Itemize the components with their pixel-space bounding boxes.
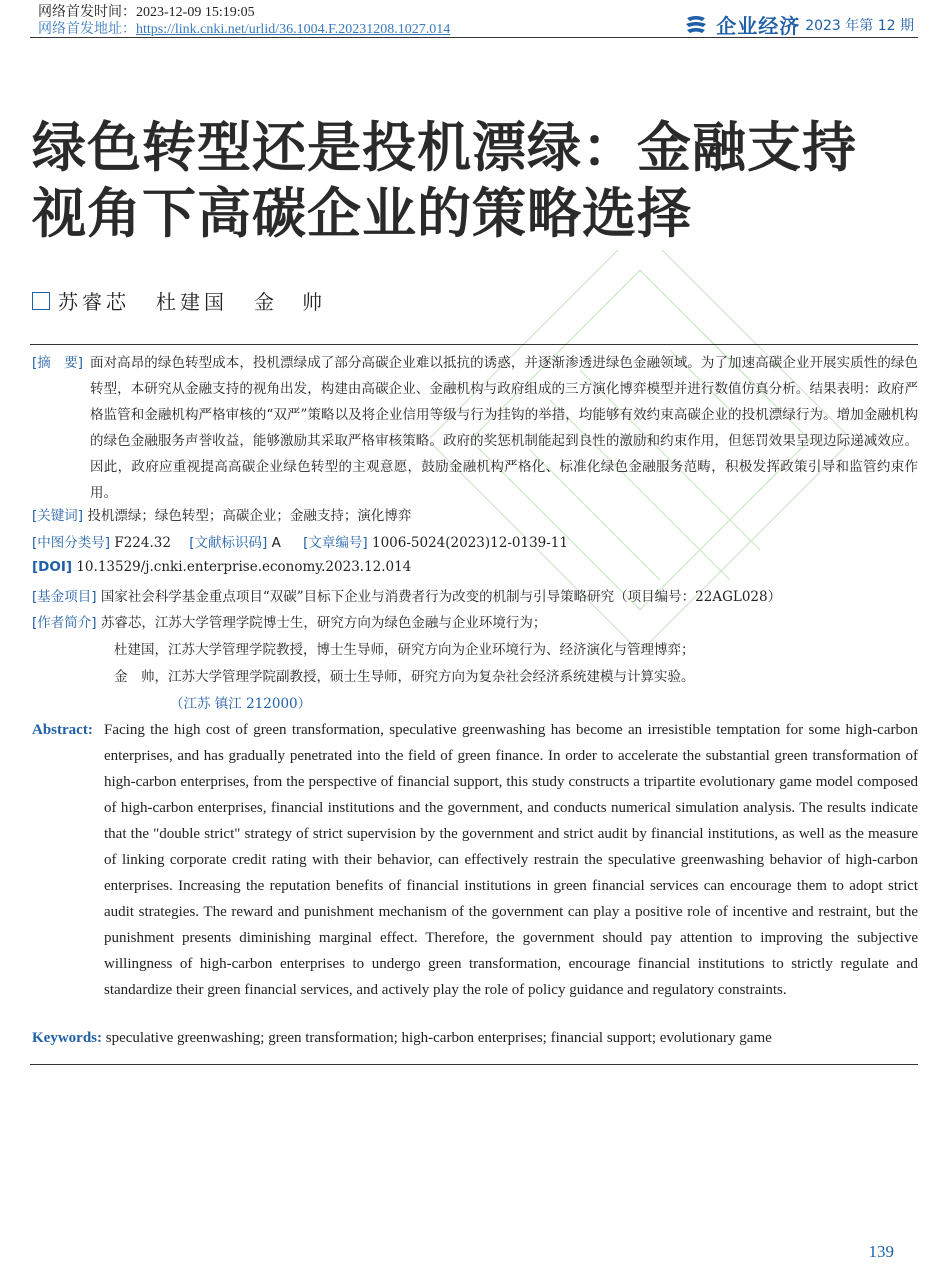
publish-url[interactable]	[38, 21, 450, 38]
doi-label: [DOI]	[32, 559, 73, 575]
doc-code-label: [文献标识码]	[189, 535, 268, 551]
journal-logo-icon	[684, 14, 708, 36]
journal-name: 企业经济	[716, 14, 801, 38]
author-intro-line: 苏睿芯，江苏大学管理学院博士生，研究方向为绿色金融与企业环境行为；	[100, 615, 547, 631]
publish-url-label: 网络首发地址：	[38, 22, 136, 37]
author-list	[32, 286, 352, 315]
doi-row	[32, 559, 411, 575]
square-bullet-icon	[32, 292, 50, 310]
article-title	[32, 115, 857, 247]
keywords-zh-text: 投机漂绿；绿色转型；高碳企业；金融支持；演化博弈	[87, 508, 412, 524]
article-number-value: 1006-5024(2023)12-0139-11	[371, 535, 568, 551]
clc-label: [中图分类号]	[32, 535, 111, 551]
author-name: 金 帅	[254, 290, 326, 314]
journal-issue: 2023 年第 12 期	[805, 17, 914, 34]
doc-code-value: A	[271, 535, 281, 551]
publish-time: 网络首发时间：2023-12-09 15:19:05	[38, 5, 255, 20]
author-address: （江苏 镇江 212000）	[170, 696, 312, 712]
author-name: 苏睿芯	[58, 290, 130, 314]
abstract-en	[32, 717, 918, 1003]
doi-value: 10.13529/j.cnki.enterprise.economy.2023.12.014	[76, 559, 412, 575]
author-intro-row	[32, 611, 546, 631]
title-line: 视角下高碳企业的策略选择	[32, 182, 692, 245]
keywords-en-text: speculative greenwashing; green transformation; high-carbon enterprises; financial support; evolutionary game	[105, 1030, 772, 1046]
author-name: 杜建国	[156, 290, 228, 314]
article-number-label: [文章编号]	[303, 535, 368, 551]
fund-row	[32, 585, 781, 605]
keywords-zh-label: [关键词]	[32, 508, 84, 524]
abstract-en-label: Abstract:	[32, 722, 93, 738]
journal-header	[684, 10, 914, 39]
fund-label: [基金项目]	[32, 589, 97, 605]
abstract-zh-label: [摘 要]	[32, 355, 84, 371]
author-intro-line: 杜建国，江苏大学管理学院教授，博士生导师，研究方向为企业环境行为、经济演化与管理博弈；	[114, 642, 695, 658]
header-rule	[30, 37, 918, 38]
abstract-zh	[32, 350, 918, 506]
classification-row	[32, 531, 568, 551]
author-intro-label: [作者简介]	[32, 615, 97, 631]
keywords-zh	[32, 504, 411, 524]
publish-url-link[interactable]: https://link.cnki.net/urlid/36.1004.F.20231208.1027.014	[136, 22, 451, 37]
author-intro-line: 金 帅，江苏大学管理学院副教授，硕士生导师，研究方向为复杂社会经济系统建模与计算实验。	[114, 669, 695, 685]
abstract-en-text: Facing the high cost of green transformation, speculative greenwashing has become an irresistible temptation for some high-carbon enterprises, and has gradually penetrated into the field of green finance. In order to accelerate the substantial green transformation of high-carbon enterprises, from the perspective of financial support, this study constructs a tripartite evolutionary game model composed of high-carbon enterprises, financial institutions and the government, and conducts numerical simulation analysis. The results indicate that the "double strict" strategy of strict supervision by the government and strict audit by financial institutions, as well as the measure of linking corporate credit rating with their behavior, can effectively restrain the speculative greenwashing behavior of high-carbon enterprises. Increasing the reputation benefits of financial institutions in green financial services can encourage them to adopt strict audit strategies. The reward and punishment mechanism of the government can play a positive role of incentive and restraint, but the punishment presents diminishing marginal effect. Therefore, the government should pay attention to improving the subjective willingness of high-carbon enterprises to undergo green transformation, encourage financial institutions to strictly regulate and standardize their green financial services, and actively play the role of policy guidance and regulatory constraints.	[104, 722, 918, 998]
title-line: 绿色转型还是投机漂绿：金融支持	[32, 116, 857, 179]
section-rule	[30, 1064, 918, 1065]
section-rule	[30, 344, 918, 345]
fund-text: 国家社会科学基金重点项目“双碳”目标下企业与消费者行为改变的机制与引导策略研究（项目编号：22AGL028）	[100, 589, 782, 605]
keywords-en	[32, 1030, 918, 1047]
abstract-zh-text: 面对高昂的绿色转型成本，投机漂绿成了部分高碳企业难以抵抗的诱惑，并逐渐渗透进绿色金融领域。为了加速高碳企业开展实质性的绿色转型，本研究从金融支持的视角出发，构建由高碳企业、金融机构与政府组成的三方演化博弈模型并进行数值仿真分析。结果表明：政府严格监管和金融机构严格审核的“双严”策略以及将企业信用等级与行为挂钩的举措，均能够有效约束高碳企业的投机漂绿行为。增加金融机构的绿色金融服务声誉收益，能够激励其采取严格审核策略。政府的奖惩机制能起到良性的激励和约束作用，但惩罚效果呈现边际递减效应。因此，政府应重视提高高碳企业绿色转型的主观意愿，鼓励金融机构严格化、标准化绿色金融服务范畴，积极发挥政策引导和监管约束作用。	[90, 355, 918, 501]
page-number: 139	[868, 1242, 894, 1261]
keywords-en-label: Keywords:	[32, 1030, 102, 1046]
clc-value: F224.32	[114, 535, 171, 551]
